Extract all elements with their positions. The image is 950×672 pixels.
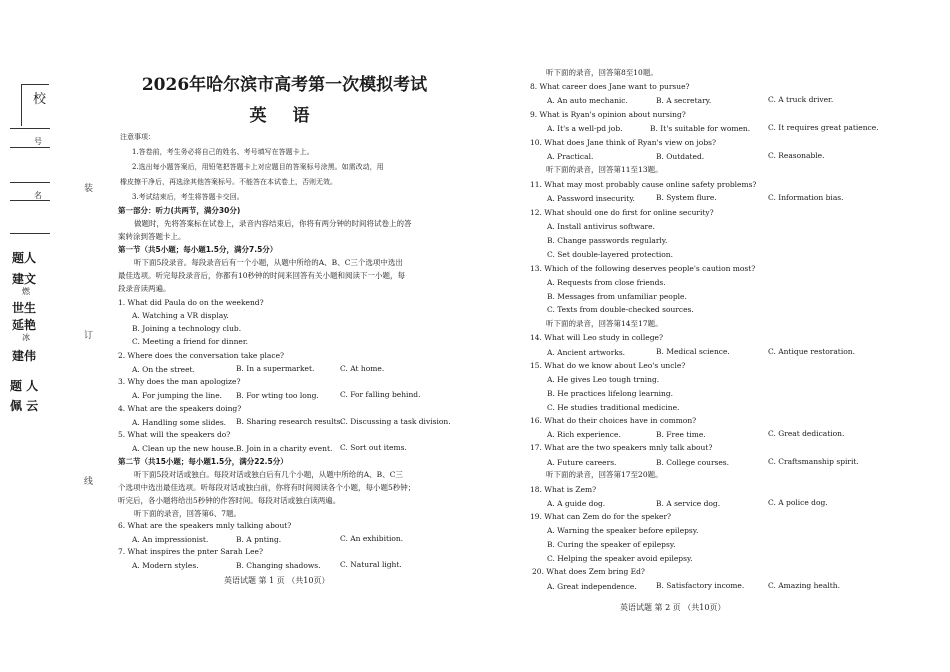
question-9: 9. What is Ryan's opinion about nursing? (530, 110, 686, 119)
exam-page-1 (112, 0, 457, 672)
q18-option-a: A. A guide dog. (547, 499, 606, 508)
q1-option-b: B. Joining a technology club. (132, 324, 242, 333)
q4-option-a: A. Handling some slides. (132, 418, 227, 427)
q12-option-a: A. Install antivirus software. (547, 222, 655, 231)
section1-header: 第一节（共5小题；每小题1.5分，满分7.5分） (118, 245, 278, 254)
credit-line-3: 燃 (22, 287, 30, 296)
question-14: 14. What will Leo study in college? (530, 333, 663, 342)
q11-option-b: B. System flure. (656, 193, 717, 202)
credit-line-1: 题人 (12, 251, 37, 265)
q17-option-a: A. Future careers. (547, 458, 617, 467)
section2-header: 第二节（共15小题；每小题1.5分，满分22.5分） (118, 457, 288, 466)
exam-subject: 英 语 (249, 106, 320, 126)
part1-intro-2: 案转涂到答题卡上。 (118, 232, 186, 241)
page-1-footer: 英语试题 第 1 页 （共10页） (224, 576, 330, 585)
q10-option-c: C. Reasonable. (768, 151, 825, 160)
q20-option-b: B. Satisfactory income. (656, 581, 745, 590)
question-2: 2. Where does the conversation take place? (118, 351, 285, 360)
page-2-footer: 英语试题 第 2 页 （共10页） (620, 603, 726, 612)
q16-option-c: C. Great dedication. (768, 429, 845, 438)
name-line-1 (10, 200, 50, 201)
q6-option-c: C. An exhibition. (340, 534, 404, 543)
q5-option-c: C. Sort out items. (340, 443, 407, 452)
q3-option-a: A. For jumping the line. (132, 391, 223, 400)
q9-option-c: C. It requires great patience. (768, 123, 879, 132)
id-line-2 (10, 182, 50, 183)
q7-option-b: B. Changing shadows. (236, 561, 321, 570)
q12-option-c: C. Set double-layered protection. (547, 250, 673, 259)
q13-option-c: C. Texts from double-checked sources. (547, 305, 694, 314)
part1 (118, 204, 454, 295)
section2 (118, 455, 454, 520)
instruction-14-17: 听下面的录音，回答第14至17题。 (546, 319, 663, 328)
section2-intro-3: 听完后，各小题将给出5秒钟的作答时间。每段对话或独白读两遍。 (118, 496, 341, 505)
school-box-top (21, 84, 49, 85)
q16-option-b: B. Free time. (656, 430, 706, 439)
q19-option-a: A. Warning the speaker before epilepsy. (547, 526, 699, 535)
q17-option-c: C. Craftsmanship spirit. (768, 457, 859, 466)
question-4: 4. What are the speakers doing? (118, 404, 242, 413)
q5-option-b: B. Join in a charity event. (236, 444, 333, 453)
question-5: 5. What will the speakers do? (118, 430, 231, 439)
instruction-17-20: 听下面的录音，回答第17至20题。 (546, 470, 663, 479)
id-line-1 (10, 147, 50, 148)
exam-page-2 (530, 0, 940, 672)
section1-intro-1: 听下面5段录音。每段录音后有一个小题，从题中所给的A、B、C三个选项中选出 (134, 258, 403, 267)
q8-option-b: B. A secretary. (656, 96, 712, 105)
q4-option-b: B. Sharing research results. (236, 417, 343, 426)
q2-option-a: A. On the street. (132, 365, 195, 374)
section1-intro-2: 最佳选项。听完每段录音后，你都有10秒钟的时间来回答有关小题和阅读下一小题，每 (118, 271, 406, 280)
note-2: 2.选出每小题答案后，用铅笔把答题卡上对应题目的答案标号涂黑。如需改动，用 (132, 163, 384, 171)
question-6: 6. What are the speakers mnly talking about? (118, 521, 292, 530)
id-label: 号 (34, 137, 42, 146)
q6-option-b: B. A pnting. (236, 535, 282, 544)
part1-header: 第一部分：听力(共两节，满分30分) (118, 206, 241, 215)
credit-line-2: 建文 (12, 272, 37, 286)
credit-line-7: 建伟 (12, 349, 37, 363)
school-label: 校 (33, 92, 47, 107)
q14-option-b: B. Medical science. (656, 347, 730, 356)
question-7: 7. What inspires the pnter Sarah Lee? (118, 547, 263, 556)
q13-option-b: B. Messages from unfamiliar people. (547, 292, 687, 301)
section2-intro-1: 听下面5段对话或独白。每段对话或独白后有几个小题，从题中所给的A、B、C三 (134, 470, 403, 479)
q9-option-a: A. It's a well-pd job. (547, 124, 623, 133)
q8-option-c: C. A truck driver. (768, 95, 834, 104)
q10-option-a: A. Practical. (547, 152, 594, 161)
q11-option-a: A. Password insecurity. (547, 194, 635, 203)
question-8: 8. What career does Jane want to pursue? (530, 82, 690, 91)
question-3: 3. Why does the man apologize? (118, 377, 241, 386)
q15-option-a: A. He gives Leo tough trning. (547, 375, 660, 384)
note-3: 3.考试结束后，考生将答题卡交回。 (132, 193, 244, 201)
q1-option-c: C. Meeting a friend for dinner. (132, 337, 248, 346)
q18-option-b: B. A service dog. (656, 499, 721, 508)
q3-option-c: C. For falling behind. (340, 390, 421, 399)
question-18: 18. What is Zem? (530, 485, 597, 494)
q15-option-c: C. He studies traditional medicine. (547, 403, 680, 412)
q18-option-c: C. A police dog. (768, 498, 828, 507)
q6-option-a: A. An impressionist. (132, 535, 209, 544)
question-16: 16. What do their choices have in common? (530, 416, 697, 425)
credit-line-4: 世生 (12, 301, 37, 315)
question-20: 20. What does Zem bring Ed? (532, 567, 645, 576)
q20-option-a: A. Great independence. (547, 582, 637, 591)
q10-option-b: B. Outdated. (656, 152, 705, 161)
seal-char-ding: 订 (84, 331, 94, 341)
question-1: 1. What did Paula do on the weekend? (118, 298, 264, 307)
q2-option-c: C. At home. (340, 364, 385, 373)
q16-option-a: A. Rich experience. (547, 430, 621, 439)
seal-char-xian: 线 (84, 477, 94, 487)
q4-option-c: C. Discussing a task division. (340, 417, 451, 426)
name-line-2 (10, 233, 50, 234)
q3-option-b: B. For wting too long. (236, 391, 319, 400)
credit-line-9: 佩 云 (10, 399, 39, 413)
note-1: 1.答卷前，考生务必将自己的姓名、考号填写在答题卡上。 (132, 148, 314, 156)
q14-option-a: A. Ancient artworks. (547, 348, 626, 357)
q5-option-a: A. Clean up the new house. (132, 444, 237, 453)
notes-block (120, 130, 455, 205)
q9-option-b: B. It's suitable for women. (650, 124, 751, 133)
q1-option-a: A. Watching a VR display. (132, 311, 229, 320)
q14-option-c: C. Antique restoration. (768, 347, 855, 356)
section2-intro-2: 个选项中选出最佳选项。听每段对话或独白前，你将有时间阅读各个小题，每小题5秒钟； (118, 483, 416, 492)
exam-title: 2026年哈尔滨市高考第一次模拟考试 (141, 75, 428, 95)
q12-option-b: B. Change passwords regularly. (547, 236, 668, 245)
q19-option-c: C. Helping the speaker avoid epilepsy. (547, 554, 693, 563)
credit-line-6: 冰 (22, 333, 30, 342)
question-13: 13. Which of the following deserves people's caution most? (530, 264, 756, 273)
name-label: 名 (34, 191, 42, 200)
q2-option-b: B. In a supermarket. (236, 364, 315, 373)
instruction-8-10: 听下面的录音，回答第8至10题。 (546, 68, 658, 77)
q13-option-a: A. Requests from close friends. (547, 278, 666, 287)
question-12: 12. What should one do first for online security? (530, 208, 714, 217)
instruction-6-7: 听下面的录音，回答第6、7题。 (134, 509, 242, 518)
q7-option-a: A. Modern styles. (132, 561, 199, 570)
section1-intro-3: 段录音读两遍。 (118, 284, 171, 293)
q8-option-a: A. An auto mechanic. (547, 96, 628, 105)
question-10: 10. What does Jane think of Ryan's view on jobs? (530, 138, 716, 147)
notes-heading: 注意事项： (120, 133, 155, 141)
instruction-11-13: 听下面的录音，回答第11至13题。 (546, 165, 663, 174)
note-2-cont: 橡皮擦干净后，再选涂其他答案标号。不能答在本试卷上，否则无效。 (120, 178, 337, 186)
school-box-left (21, 84, 22, 126)
q17-option-b: B. College courses. (656, 458, 730, 467)
question-17: 17. What are the two speakers mnly talk about? (530, 443, 713, 452)
q11-option-c: C. Information bias. (768, 193, 844, 202)
question-11: 11. What may most probably cause online safety problems? (530, 180, 757, 189)
credit-line-5: 延艳 (12, 318, 37, 332)
seal-char-zhuang: 装 (84, 184, 94, 194)
question-19: 19. What can Zem do for the speker? (530, 512, 672, 521)
q15-option-b: B. He practices lifelong learning. (547, 389, 674, 398)
part1-intro-1: 做题时，先将答案标在试卷上，录音内容结束后，你将有两分钟的时间将试卷上的答 (134, 219, 412, 228)
q20-option-c: C. Amazing health. (768, 581, 840, 590)
school-field-line (10, 128, 50, 129)
q19-option-b: B. Curing the speaker of epilepsy. (547, 540, 676, 549)
question-15: 15. What do we know about Leo's uncle? (530, 361, 686, 370)
q7-option-c: C. Natural light. (340, 560, 402, 569)
credit-line-8: 题 人 (10, 379, 39, 393)
